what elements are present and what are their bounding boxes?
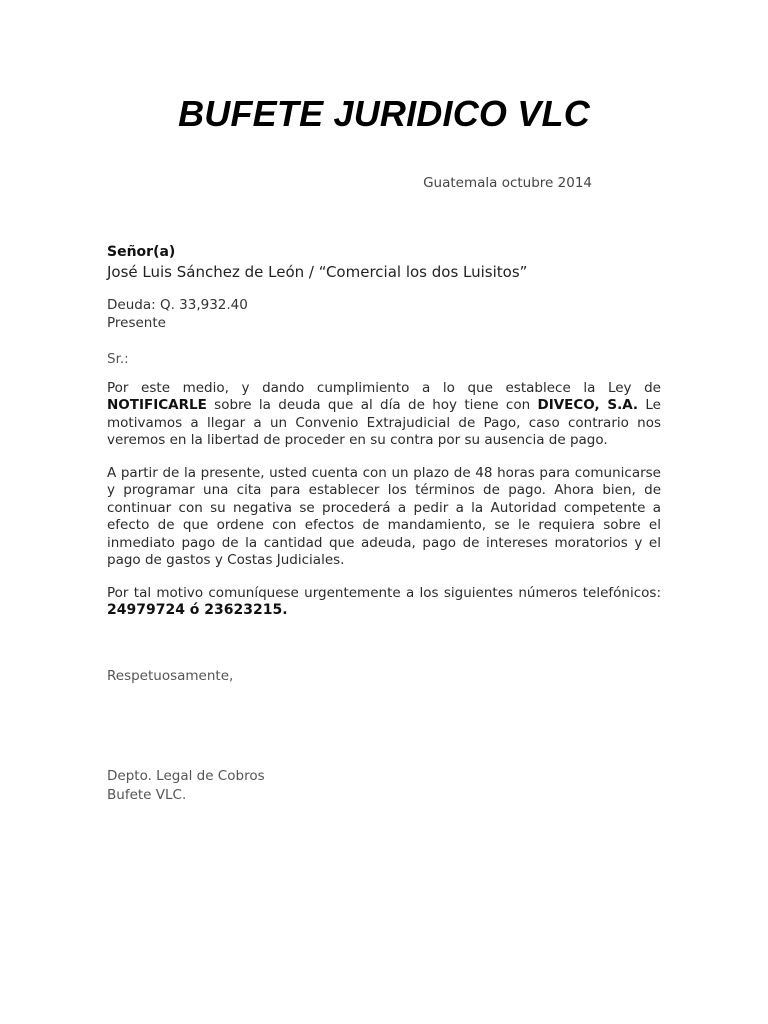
signature-firm: Bufete VLC. xyxy=(107,787,187,803)
letterhead-title: BUFETE JURIDICO VLC xyxy=(178,93,590,134)
paragraph-notification xyxy=(107,380,661,450)
paragraph-deadline: A partir de la presente, usted cuenta con un plazo de 48 horas para comunicarse y programar una cita para establecer los términos de pago. Ahora bien, de continuar con su negativa se procederá a pedir a la Autoridad competente a efecto de que ordene con efectos de mandamiento, se le requiera sobre el inmediato pago de la cantidad que adeuda, pago de intereses moratorios y el pago de gastos y Costas Judiciales. xyxy=(107,465,661,569)
paragraph-text: Por este medio, y dando cumplimiento a lo que establece la Ley de xyxy=(107,380,661,396)
signature-department: Depto. Legal de Cobros xyxy=(107,768,265,784)
addressee-name: José Luis Sánchez de León / “Comercial los dos Luisitos” xyxy=(107,263,528,281)
bold-term: NOTIFICARLE xyxy=(107,397,207,414)
paragraph-text: Le motivamos a llegar a un Convenio Extrajudicial de Pago, caso contrario nos veremos en la libertad de proceder en su contra por su ausencia de pago. xyxy=(107,397,661,449)
closing: Respetuosamente, xyxy=(107,668,234,684)
paragraph-text: sobre la deuda que al día de hoy tiene con xyxy=(206,397,538,414)
date-line: Guatemala octubre 2014 xyxy=(423,175,592,191)
paragraph-text: Por tal motivo comuníquese urgentemente a los siguientes números telefónicos: xyxy=(107,585,661,601)
presente-line: Presente xyxy=(107,315,166,331)
paragraph-contact xyxy=(107,585,661,620)
debt-amount: Deuda: Q. 33,932.40 xyxy=(107,297,248,313)
addressee-label: Señor(a) xyxy=(107,244,176,260)
phone-numbers: 24979724 ó 23623215. xyxy=(107,602,288,619)
company-name: DIVECO, S.A. xyxy=(537,397,639,414)
salutation: Sr.: xyxy=(107,351,129,367)
